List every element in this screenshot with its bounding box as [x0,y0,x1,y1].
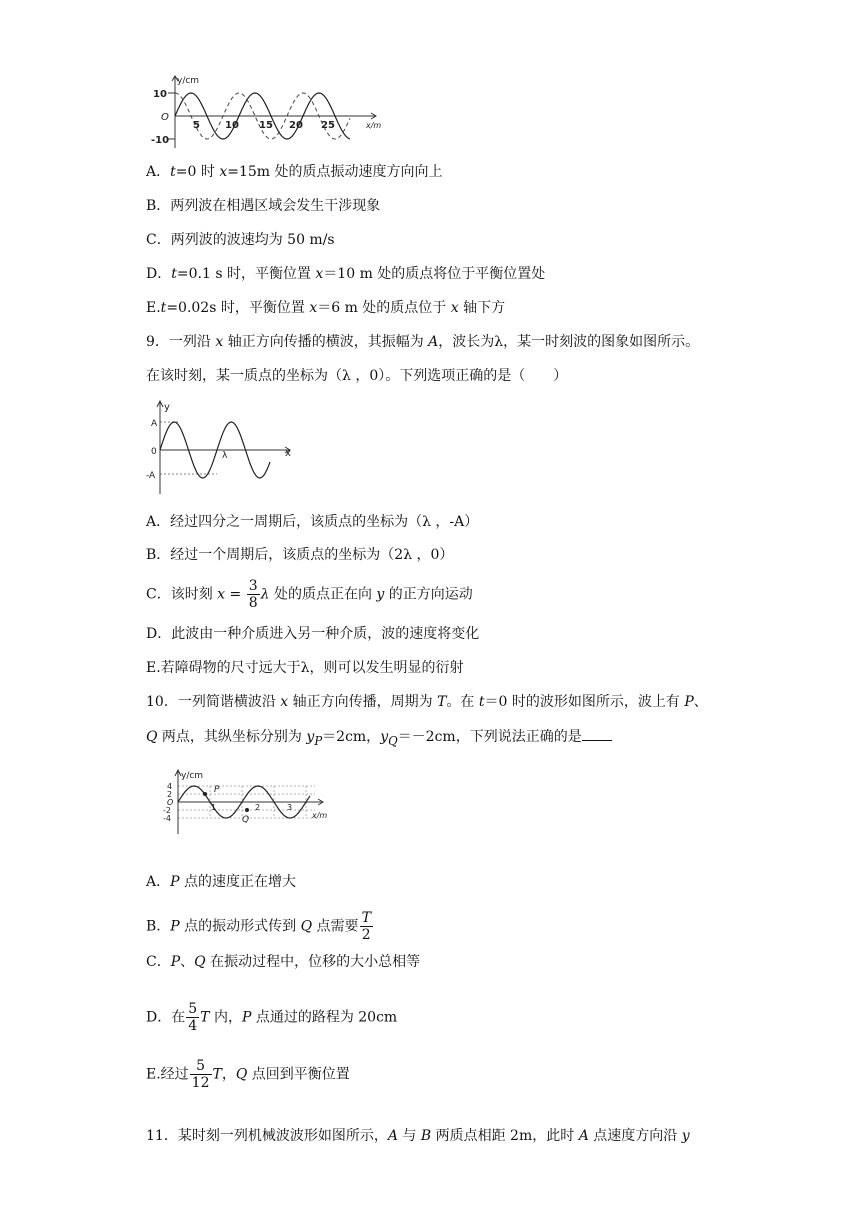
x-tick-10: 10 [225,120,239,131]
q10-option-b[interactable]: B．P 点的振动形式传到 Q 点需要 $\frac{T}{2}$ [146,910,371,943]
q8-option-b[interactable]: B．两列波在相遇区域会发生干涉现象 [146,198,381,214]
zero-label: 0 [151,447,157,457]
q8-option-d[interactable]: D．t=0.1 s 时，平衡位置 x＝10 m 处的质点将位于平衡位置处 [146,266,546,282]
q8-option-c[interactable]: C．两列波的波速均为 50 m/s [146,232,335,248]
q10-option-c[interactable]: C．P、Q 在振动过程中，位移的大小总相等 [146,954,421,970]
point-p [203,792,207,796]
q9-option-c[interactable]: C．该时刻 x = $\frac{3}{8}$ λ 处的质点正在向 y 的正方向运动 [146,578,473,611]
fraction-5-12: $\frac{5}{12}$ [191,1058,210,1091]
x-axis-label: x/m [366,121,382,130]
q10-option-d[interactable]: D．在 $\frac{5}{4}$ T 内，P 点通过的路程为 20cm [146,1001,398,1034]
label-q: Q [242,815,250,825]
y-axis-label: y/cm [177,76,200,86]
q9-option-d[interactable]: D．此波由一种介质进入另一种介质，波的速度将变化 [146,626,480,642]
x-tick-20: 20 [289,120,303,131]
y-axis-label: y [164,402,170,413]
y-tick-4: 4 [167,782,173,791]
fraction-t-2: $\frac{T}{2}$ [361,910,371,943]
x-tick-5: 5 [193,120,200,131]
x-tick-25: 25 [321,120,335,131]
q10-stem-line2: Q 两点，其纵坐标分别为 $y_P=2cm$，$y_Q=-2cm$，下列说法正确的是 [146,726,612,751]
y-tick-10: 10 [153,89,167,100]
x-tick-1: 1 [211,803,217,812]
q10-option-a[interactable]: A．P 点的速度正在增大 [146,874,296,890]
amplitude-label: A [151,419,158,429]
y-tick-neg4: -4 [163,814,171,823]
neg-amplitude-label: -A [146,471,156,481]
fraction-3-8: $\frac{3}{8}$ [248,578,258,611]
q11-stem-line1: 11．某时刻一列机械波波形如图所示，A 与 B 两质点相距 2m，此时 A 点速度方向沿 y [146,1128,690,1144]
q8-option-e[interactable]: E.t=0.02s 时，平衡位置 x＝6 m 处的质点位于 x 轴下方 [146,300,506,316]
point-q [245,808,249,812]
wave-figure-3 [160,768,340,840]
x-axis-label: x [285,448,291,459]
q9-option-b[interactable]: B．经过一个周期后，该质点的坐标为（2λ ，0） [146,547,454,563]
label-p: P [214,785,220,795]
q10-option-e[interactable]: E.经过 $\frac{5}{12}$ T，Q 点回到平衡位置 [146,1058,350,1091]
q9-option-a[interactable]: A．经过四分之一周期后，该质点的坐标为（λ ，-A） [146,514,479,530]
y-axis-label: y/cm [181,771,204,781]
fraction-5-4: $\frac{5}{4}$ [188,1001,198,1034]
origin-label: O [161,112,169,123]
q9-stem-line2: 在该时刻，某一质点的坐标为（λ ，0）。下列选项正确的是（ ） [146,368,568,384]
y-tick-neg10: -10 [151,135,170,146]
q8-option-a[interactable]: A．t=0 时 x=15m 处的质点振动速度方向向上 [146,164,443,180]
q9-option-e[interactable]: E.若障碍物的尺寸远大于λ，则可以发生明显的衍射 [146,660,464,676]
wave-figure-2 [142,398,302,498]
x-tick-3: 3 [287,803,293,812]
y-tick-2: 2 [167,790,173,799]
lambda-label: λ [222,451,228,461]
wave-figure-1 [150,72,390,152]
x-tick-15: 15 [259,120,273,131]
q9-stem-line1: 9．一列沿 x 轴正方向传播的横波，其振幅为 A，波长为λ，某一时刻波的图象如图所示。 [146,334,700,350]
answer-blank[interactable] [582,726,612,741]
x-axis-label: x/m [312,811,328,820]
x-tick-2: 2 [255,803,261,812]
origin-label: O [167,798,174,807]
q10-stem-line1: 10．一列简谐横波沿 x 轴正方向传播，周期为 T。在 t＝0 时的波形如图所示，波上有 P、 [146,694,708,710]
y-tick-neg2: -2 [163,806,171,815]
